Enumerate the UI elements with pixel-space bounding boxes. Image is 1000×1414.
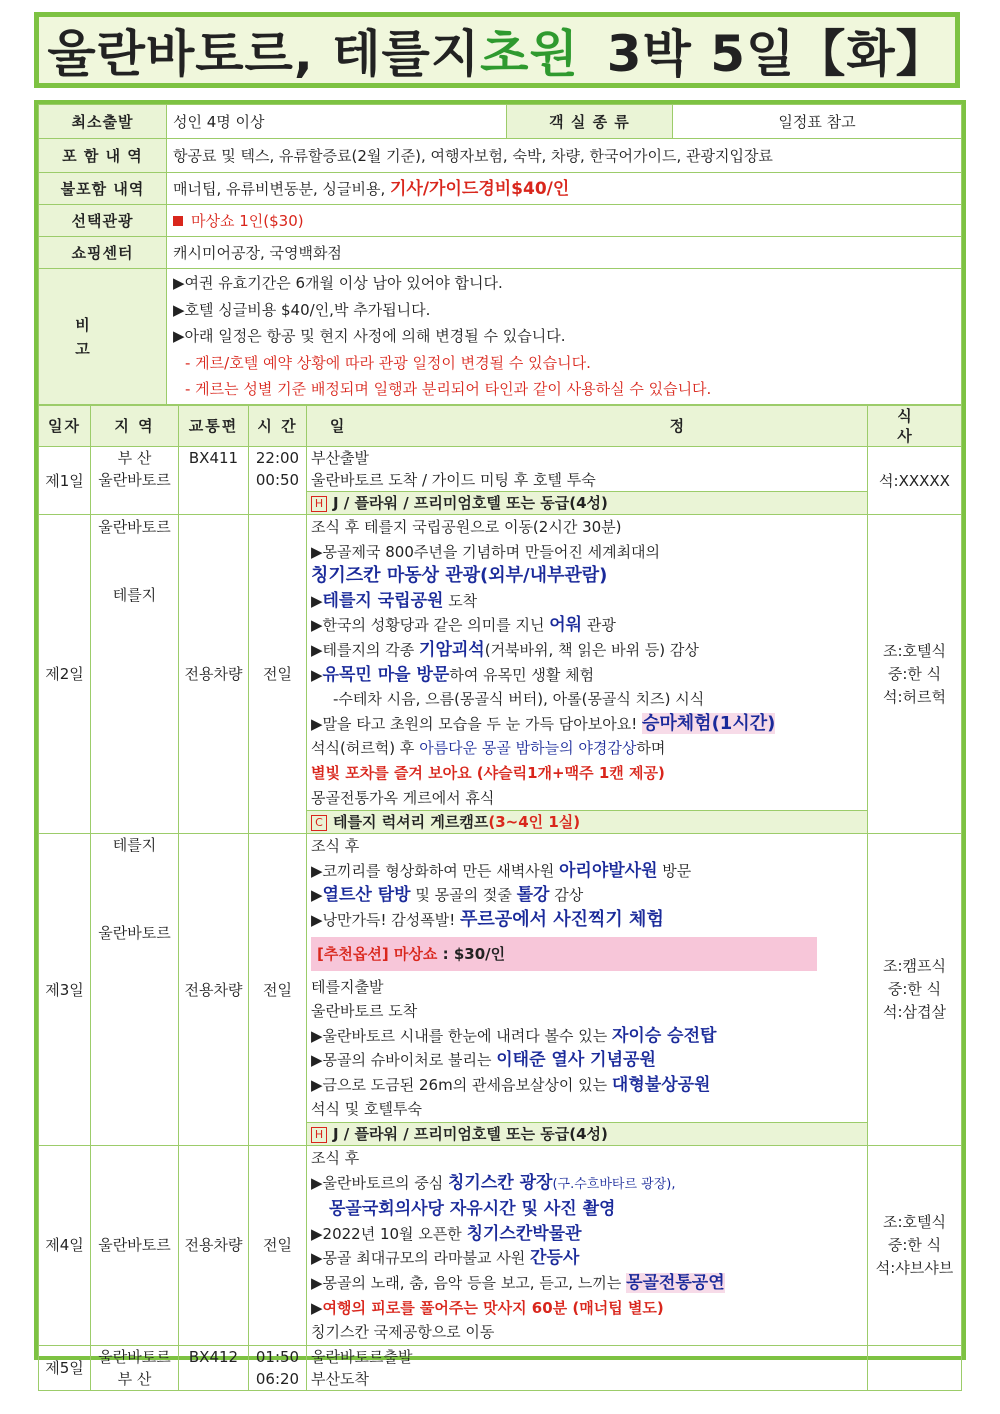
text: ▶울란바토르 시내를 한눈에 내려다 볼수 있는 <box>311 1026 612 1045</box>
text: 도착 <box>443 591 478 610</box>
day2-meal3: 석:허르헉 <box>882 687 946 706</box>
text: ▶말을 타고 초원의 모습을 두 눈 가득 담아보아요! <box>311 714 643 733</box>
day3-label: 제3일 <box>39 834 91 1146</box>
day2-l12: 몽골전통가옥 게르에서 휴식 <box>311 788 495 807</box>
day4-meal1: 조:호텔식 <box>882 1212 946 1231</box>
text: ▶한국의 성황당과 같은 의미를 지닌 <box>311 616 550 635</box>
highlight: 테를지 국립공원 <box>322 590 444 611</box>
day4-meal <box>868 1146 962 1346</box>
day3-time: 전일 <box>249 834 307 1146</box>
day5-transport: BX412 <box>179 1345 249 1390</box>
day3-l8 <box>311 1048 863 1073</box>
opt-cell <box>167 205 962 237</box>
opt-value: 마상쇼 1인($30) <box>191 211 304 230</box>
day4-region: 울란바토르 <box>91 1146 179 1346</box>
day5-label: 제5일 <box>39 1345 91 1390</box>
highlight: 어워 <box>549 615 583 636</box>
highlight: 유목민 마을 방문 <box>322 664 450 685</box>
day4-l1: 조식 후 <box>311 1149 360 1168</box>
day4-l7 <box>311 1296 863 1321</box>
highlight: 간등사 <box>529 1248 580 1269</box>
day1-schedule <box>307 447 868 492</box>
day5-region <box>91 1345 179 1390</box>
day1-region1: 부 산 <box>117 449 152 467</box>
day2-time: 전일 <box>249 515 307 834</box>
day4-l2 <box>311 1171 863 1198</box>
text: 하며 <box>636 739 666 758</box>
day2-l10 <box>311 736 863 761</box>
day3-transport: 전용차량 <box>179 834 249 1146</box>
title-part1: 울란바토르, 테를지 <box>47 25 481 83</box>
day1-hotel-name: J / 플라워 / 프리미엄호텔 또는 동급(4성) <box>333 494 608 512</box>
day1-label: 제1일 <box>39 447 91 515</box>
highlight: 대형불상공원 <box>611 1074 711 1095</box>
day5-time1: 01:50 <box>255 1347 300 1366</box>
day2-region <box>91 515 179 834</box>
day3-hotel <box>307 1123 868 1146</box>
text: ▶몽골의 노래, 춤, 음악 등을 보고, 듣고, 느끼는 <box>311 1274 627 1293</box>
shop-value: 캐시미어공장, 국영백화점 <box>167 237 962 269</box>
day3-meal3: 석:삼겹살 <box>882 1003 946 1022</box>
highlight: 칭기스칸 광장 <box>448 1172 553 1193</box>
day1-line2: 울란바토르 도착 / 가이드 미팅 후 호텔 투숙 <box>311 471 596 489</box>
excl-label: 불포함 내역 <box>39 173 167 205</box>
day2-l7 <box>311 663 863 688</box>
day5-line1: 울란바토르출발 <box>311 1347 413 1366</box>
day1-region2: 울란바토르 <box>98 471 171 489</box>
day4-schedule <box>307 1146 868 1346</box>
highlight: 톨강 <box>516 885 550 906</box>
highlight: 아리야발사원 <box>558 860 658 881</box>
day4-row <box>39 1146 962 1346</box>
incl-value: 항공료 및 텍스, 유류할증료(2월 기준), 여행자보험, 숙박, 차량, 한국어가이드, 관광지입장료 <box>167 139 962 173</box>
excl-value: 매너팁, 유류비변동분, 싱글비용, <box>173 179 386 198</box>
day2-l2: ▶몽골제국 800주년을 기념하며 만들어진 세계최대의 <box>311 542 661 561</box>
text: ▶울란바토르의 중심 <box>311 1173 448 1192</box>
arrow: ▶ <box>311 886 323 905</box>
text: (구.수흐바타르 광장), <box>552 1176 676 1192</box>
text: ▶테를지의 각종 <box>311 640 420 659</box>
day2-row <box>39 515 962 811</box>
day3-hotel-name: J / 플라워 / 프리미엄호텔 또는 동급(4성) <box>333 1125 608 1144</box>
day5-time <box>249 1345 307 1390</box>
day3-l10: 석식 및 호텔투숙 <box>311 1100 422 1119</box>
hdr-region: 지 역 <box>91 406 179 447</box>
day2-region1: 울란바토르 <box>98 518 171 536</box>
hdr-day: 일자 <box>39 406 91 447</box>
day5-region2: 부 산 <box>117 1369 152 1388</box>
day1-meal: 석:XXXXX <box>868 447 962 515</box>
highlight: 아름다운 몽골 밤하늘의 야경감상 <box>419 739 637 758</box>
highlight: 칭기스칸박물관 <box>466 1223 582 1244</box>
highlight: 푸르공에서 사진찍기 체험 <box>460 908 664 930</box>
text: (거북바위, 책 읽은 바위 등) 감상 <box>484 640 699 659</box>
day4-meal2: 중:한 식 <box>887 1235 942 1254</box>
day3-l4 <box>311 908 863 933</box>
day4-l8: 칭기스칸 국제공항으로 이동 <box>311 1323 495 1342</box>
highlight: 이태준 열사 기념공원 <box>496 1050 656 1071</box>
day3-region2: 울란바토르 <box>98 924 171 943</box>
note-1: ▶여권 유효기간은 6개월 이상 남아 있어야 합니다. <box>173 274 503 293</box>
note-3: ▶아래 일정은 항공 및 현지 사정에 의해 변경될 수 있습니다. <box>173 327 566 346</box>
option-box <box>311 937 817 971</box>
day5-region1: 울란바토르 <box>98 1347 171 1366</box>
day2-l4 <box>311 589 863 614</box>
note-label: 비 고 <box>39 269 167 405</box>
min-value: 성인 4명 이상 <box>167 105 507 139</box>
highlight: 승마체험(1시간) <box>642 712 776 734</box>
day2-hotel-room: (3~4인 1실) <box>488 813 581 832</box>
day4-time: 전일 <box>249 1146 307 1346</box>
day3-l3 <box>311 883 863 908</box>
option-price: : $30/인 <box>437 944 506 963</box>
shop-label: 쇼핑센터 <box>39 237 167 269</box>
text: ▶몽골의 슈바이처로 불리는 <box>311 1051 497 1070</box>
day3-meal1: 조:캠프식 <box>882 957 946 976</box>
day4-l5 <box>311 1246 863 1271</box>
day1-time1: 22:00 <box>255 449 300 467</box>
day1-time <box>249 447 307 515</box>
hdr-time: 시 간 <box>249 406 307 447</box>
camp-icon: C <box>311 815 327 831</box>
notes-cell <box>167 269 962 405</box>
day3-schedule <box>307 834 868 1123</box>
hotel-icon: H <box>311 496 327 512</box>
text: ▶코끼리를 형상화하여 만든 새벽사원 <box>311 861 559 880</box>
highlight: 열트산 탐방 <box>322 885 411 906</box>
text: 석식(허르헉) 후 <box>311 739 420 758</box>
hotel-icon: H <box>311 1127 327 1143</box>
option-title: [추천옵션] 마상쇼 <box>317 944 438 963</box>
day3-region <box>91 834 179 1146</box>
day3-l2 <box>311 859 863 884</box>
excl-cell <box>167 173 962 205</box>
day5-meal <box>868 1345 962 1390</box>
day2-l9 <box>311 712 863 737</box>
text: 하여 유목민 생활 체험 <box>449 665 595 684</box>
page-title <box>34 12 960 88</box>
day5-time2: 06:20 <box>255 1369 300 1388</box>
day3-meal2: 중:한 식 <box>887 980 942 999</box>
day4-l3: 몽골국회의사당 자유시간 및 사진 촬영 <box>329 1199 616 1220</box>
day2-l5 <box>311 613 863 638</box>
itinerary-sheet <box>34 100 966 1388</box>
title-part2: 초원 <box>480 25 579 83</box>
text: 방문 <box>657 861 692 880</box>
text: ▶낭만가득! 감성폭발! <box>311 910 461 929</box>
arrow: ▶ <box>311 591 323 610</box>
day1-region <box>91 447 179 515</box>
day1-transport: BX411 <box>179 447 249 515</box>
day2-meal2: 중:한 식 <box>887 664 942 683</box>
note-2: ▶호텔 싱글비용 $40/인,박 추가됩니다. <box>173 300 431 319</box>
day2-region2: 테를지 <box>112 586 157 604</box>
day2-l11: 별빛 포차를 즐겨 보아요 (샤슬릭1개+맥주 1캔 제공) <box>311 763 665 782</box>
text: 감상 <box>549 886 584 905</box>
hdr-schedule: 일 정 <box>307 406 868 447</box>
day4-label: 제4일 <box>39 1146 91 1346</box>
highlight: 몽골전통공연 <box>626 1273 725 1294</box>
day2-hotel <box>307 811 868 834</box>
day5-schedule <box>307 1345 868 1390</box>
highlight: 자이승 승전탑 <box>611 1025 717 1046</box>
day5-line2: 부산도착 <box>311 1369 369 1388</box>
text: 및 몽골의 젖줄 <box>410 886 517 905</box>
hdr-transport: 교통편 <box>179 406 249 447</box>
day3-l1: 조식 후 <box>311 837 360 856</box>
day1-hotel <box>307 492 868 515</box>
red-square-icon <box>173 216 183 226</box>
incl-label: 포 함 내 역 <box>39 139 167 173</box>
highlight: 기암괴석 <box>419 639 485 660</box>
day1-time2: 00:50 <box>255 471 300 489</box>
day3-row <box>39 834 962 1123</box>
title-part3: 3박 5일【화】 <box>606 25 947 83</box>
day4-l6 <box>311 1271 863 1296</box>
text: ▶몽골 최대규모의 라마불교 사원 <box>311 1249 530 1268</box>
arrow: ▶ <box>311 665 323 684</box>
highlight: 여행의 피로를 풀어주는 맛사지 60분 (매너팁 별도) <box>322 1298 664 1317</box>
day4-meal3: 석:샤브샤브 <box>875 1258 954 1277</box>
day4-transport: 전용차량 <box>179 1146 249 1346</box>
day3-l6: 울란바토르 도착 <box>311 1002 418 1021</box>
note-red-2: - 게르는 성별 기준 배정되며 일행과 분리되어 타인과 같이 사용하실 수 있습니다. <box>185 380 712 399</box>
day2-label: 제2일 <box>39 515 91 834</box>
day2-transport: 전용차량 <box>179 515 249 834</box>
note-red-1: - 게르/호텔 예약 상황에 따라 관광 일정이 변경될 수 있습니다. <box>185 353 591 372</box>
text: ▶금으로 도금된 26m의 관세음보살상이 있는 <box>311 1075 612 1094</box>
day2-schedule <box>307 515 868 811</box>
day2-meal1: 조:호텔식 <box>882 641 946 660</box>
day3-meal <box>868 834 962 1146</box>
day2-l3: 칭기즈칸 마동상 관광(외부/내부관람) <box>311 565 608 587</box>
opt-label: 선택관광 <box>39 205 167 237</box>
excl-red: 기사/가이드경비$40/인 <box>390 178 570 199</box>
day2-hotel-name: 테를지 럭셔리 게르캠프 <box>333 813 489 832</box>
info-table <box>38 104 962 405</box>
schedule-table <box>38 405 962 1391</box>
text: 관광 <box>582 616 616 635</box>
day5-row <box>39 1345 962 1390</box>
day2-l6 <box>311 638 863 663</box>
day1-line1: 부산출발 <box>311 449 369 467</box>
hdr-meal: 식 사 <box>868 406 962 447</box>
day2-meal <box>868 515 962 834</box>
text: ▶2022년 10월 오픈한 <box>311 1224 467 1243</box>
min-label: 최소출발 <box>39 105 167 139</box>
day3-l9 <box>311 1073 863 1098</box>
day1-row <box>39 447 962 492</box>
day3-l5: 테를지출발 <box>311 977 384 996</box>
day3-l7 <box>311 1024 863 1049</box>
room-value: 일정표 참고 <box>673 105 962 139</box>
day3-region1: 테를지 <box>112 836 157 855</box>
room-label: 객 실 종 류 <box>507 105 673 139</box>
arrow: ▶ <box>311 1298 323 1317</box>
day2-l8: -수테차 시음, 으름(몽골식 버터), 아롤(몽골식 치즈) 시식 <box>333 690 705 709</box>
day4-l4 <box>311 1222 863 1247</box>
day2-l1: 조식 후 테를지 국립공원으로 이동(2시간 30분) <box>311 518 622 536</box>
day3-option <box>311 937 863 971</box>
